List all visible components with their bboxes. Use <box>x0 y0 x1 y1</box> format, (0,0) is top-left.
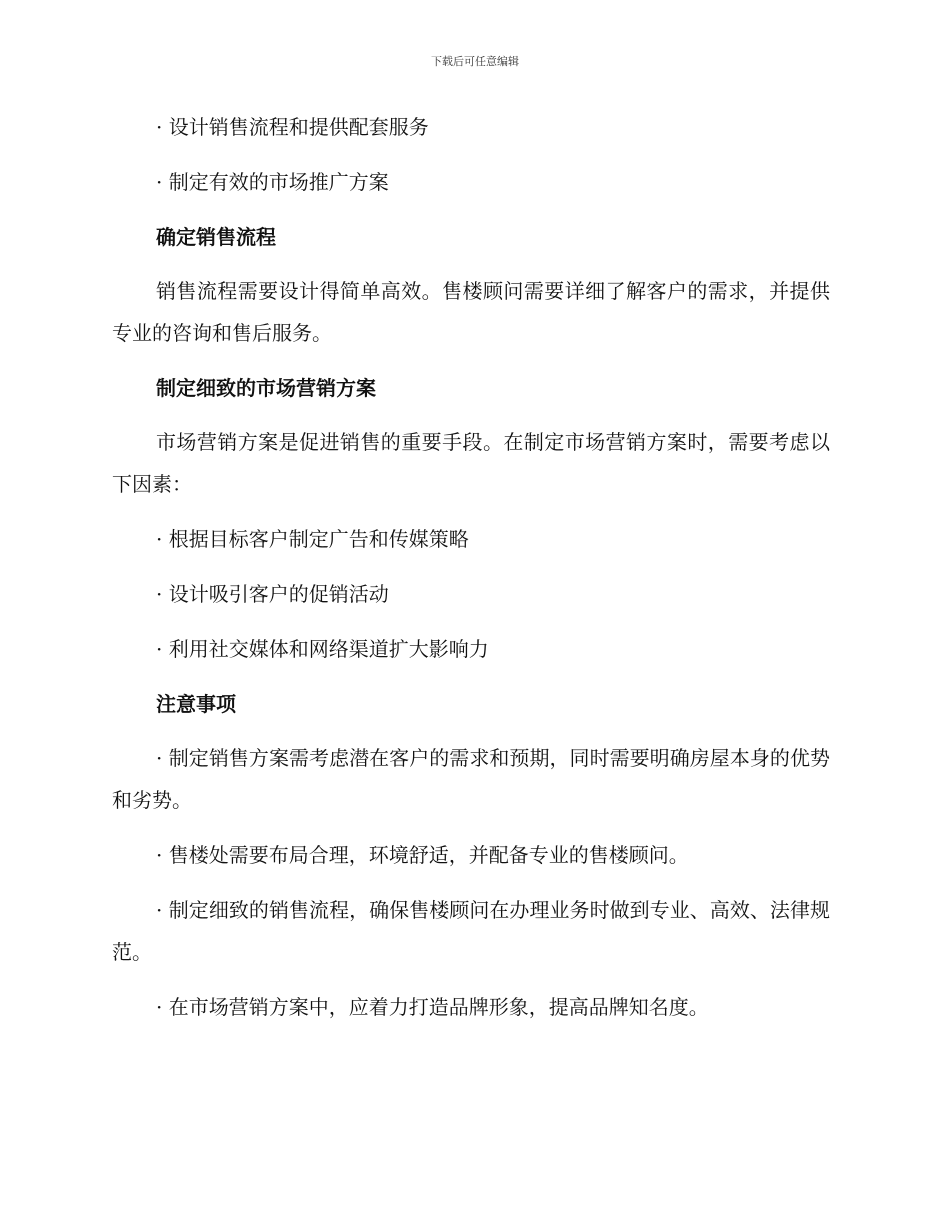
bullet-item: · 利用社交媒体和网络渠道扩大影响力 <box>156 637 489 661</box>
bullet-item: · 根据目标客户制定广告和传媒策略 <box>156 527 469 551</box>
bullet-item: · 设计销售流程和提供配套服务 <box>156 115 429 139</box>
note-item: · 制定销售方案需考虑潜在客户的需求和预期，同时需要明确房屋本身的优势和劣势。 <box>112 746 830 812</box>
section-paragraph: 市场营销方案是促进销售的重要手段。在制定市场营销方案时，需要考虑以下因素： <box>112 430 830 496</box>
note-item: · 售楼处需要布局合理，环境舒适，并配备专业的售楼顾问。 <box>156 843 689 867</box>
section-paragraph: 销售流程需要设计得简单高效。售楼顾问需要详细了解客户的需求，并提供专业的咨询和售后服务。 <box>112 279 830 345</box>
bullet-item: · 制定有效的市场推广方案 <box>156 170 389 194</box>
note-item: · 在市场营销方案中，应着力打造品牌形象，提高品牌知名度。 <box>156 995 709 1019</box>
section-heading: 制定细致的市场营销方案 <box>156 376 376 400</box>
bullet-item: · 设计吸引客户的促销活动 <box>156 582 389 606</box>
section-heading: 注意事项 <box>156 692 236 716</box>
page-header: 下载后可任意编辑 <box>431 55 519 68</box>
note-item: · 制定细致的销售流程，确保售楼顾问在办理业务时做到专业、高效、法律规范。 <box>112 898 830 964</box>
section-heading: 确定销售流程 <box>156 225 276 249</box>
document-body <box>112 111 830 1046</box>
